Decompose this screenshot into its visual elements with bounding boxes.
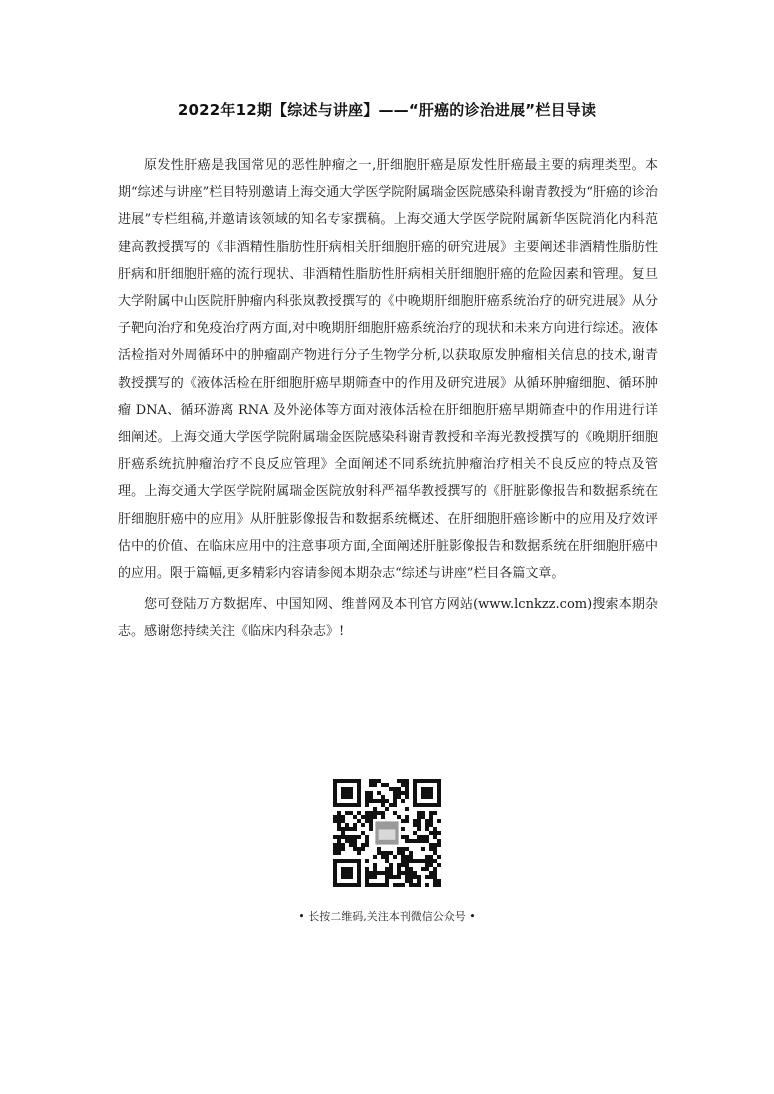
qr-module (361, 823, 365, 827)
qr-module (429, 847, 433, 851)
qr-module (337, 815, 341, 819)
qr-module (433, 851, 437, 855)
qr-module (385, 851, 389, 855)
qr-module (365, 867, 369, 871)
qr-module (401, 779, 405, 783)
qr-module (381, 811, 385, 815)
qr-module (425, 823, 429, 827)
qr-module (405, 867, 409, 871)
qr-module (349, 835, 353, 839)
qr-module (401, 835, 405, 839)
qr-module (417, 875, 421, 879)
qr-module (421, 847, 425, 851)
qr-module (429, 843, 433, 847)
qr-module (385, 883, 389, 887)
qr-module (369, 883, 373, 887)
qr-module (385, 879, 389, 883)
qr-module (417, 879, 421, 883)
qr-module (365, 795, 369, 799)
qr-module (377, 847, 381, 851)
qr-module (337, 811, 341, 815)
qr-module (341, 815, 345, 819)
qr-module (373, 875, 377, 879)
qr-module (425, 883, 429, 887)
qr-module (337, 847, 341, 851)
qr-module (393, 803, 397, 807)
qr-module (429, 855, 433, 859)
qr-module (369, 819, 373, 823)
qr-module (333, 843, 337, 847)
qr-module (401, 871, 405, 875)
qr-module (425, 863, 429, 867)
qr-module (369, 799, 373, 803)
qr-module (401, 799, 405, 803)
qr-module (361, 831, 365, 835)
qr-module (433, 883, 437, 887)
qr-module (429, 859, 433, 863)
qr-module (385, 875, 389, 879)
qr-caption: • 长按二维码,关注本刊微信公众号 • (298, 910, 476, 923)
qr-module (357, 851, 361, 855)
qr-module (421, 859, 425, 863)
qr-module (333, 851, 337, 855)
qr-module (373, 863, 377, 867)
qr-module (341, 819, 345, 823)
qr-module (437, 883, 441, 887)
qr-module (369, 827, 373, 831)
qr-module (429, 875, 433, 879)
qr-module (389, 851, 393, 855)
qr-module (405, 815, 409, 819)
qr-module (377, 799, 381, 803)
qr-module (333, 819, 337, 823)
qr-module (369, 823, 373, 827)
qr-module (417, 823, 421, 827)
qr-module (413, 823, 417, 827)
qr-module (381, 795, 385, 799)
qr-module (425, 859, 429, 863)
qr-module (433, 811, 437, 815)
qr-module (373, 883, 377, 887)
qr-module (413, 859, 417, 863)
qr-module (405, 819, 409, 823)
qr-module (437, 855, 441, 859)
qr-module (393, 811, 397, 815)
qr-module (341, 835, 345, 839)
qr-module (401, 859, 405, 863)
qr-module (385, 867, 389, 871)
qr-module (337, 827, 341, 831)
qr-module (433, 843, 437, 847)
qr-module (405, 807, 409, 811)
qr-module (421, 811, 425, 815)
qr-module (381, 799, 385, 803)
qr-module (397, 851, 401, 855)
qr-module (409, 855, 413, 859)
qr-module (405, 779, 409, 783)
qr-module (349, 839, 353, 843)
qr-module (437, 863, 441, 867)
qr-module (389, 803, 393, 807)
qr-module (413, 883, 417, 887)
qr-module (409, 879, 413, 883)
qr-module (433, 827, 437, 831)
qr-module (425, 819, 429, 823)
qr-module (409, 867, 413, 871)
qr-module (369, 871, 373, 875)
qr-module (381, 855, 385, 859)
qr-module (425, 835, 429, 839)
qr-module (337, 843, 341, 847)
qr-module (417, 819, 421, 823)
qr-module (413, 871, 417, 875)
qr-module (433, 879, 437, 883)
qr-module (405, 795, 409, 799)
qr-module (389, 871, 393, 875)
qr-module (405, 839, 409, 843)
qr-module (429, 811, 433, 815)
qr-module (401, 847, 405, 851)
qr-module (341, 843, 345, 847)
qr-module (381, 815, 385, 819)
qr-module (369, 783, 373, 787)
qr-module (357, 819, 361, 823)
qr-module (433, 867, 437, 871)
qr-module (405, 871, 409, 875)
qr-module (393, 795, 397, 799)
qr-module (373, 799, 377, 803)
qr-module (417, 839, 421, 843)
qr-module (405, 791, 409, 795)
qr-module (345, 823, 349, 827)
qr-module (373, 871, 377, 875)
qr-module (345, 811, 349, 815)
qr-module (361, 815, 365, 819)
qr-module (381, 883, 385, 887)
qr-module (425, 839, 429, 843)
qr-module (417, 883, 421, 887)
qr-module (373, 807, 377, 811)
qr-module (337, 819, 341, 823)
qr-module (425, 867, 429, 871)
qr-module (365, 879, 369, 883)
qr-module (381, 851, 385, 855)
qr-finder-inner (341, 867, 353, 879)
qr-module (397, 779, 401, 783)
qr-module (333, 835, 337, 839)
qr-module (429, 823, 433, 827)
qr-module (365, 843, 369, 847)
qr-module (417, 827, 421, 831)
qr-module (433, 875, 437, 879)
qr-module (381, 803, 385, 807)
qr-module (349, 811, 353, 815)
qr-module (353, 847, 357, 851)
qr-module (385, 855, 389, 859)
qr-module (401, 827, 405, 831)
qr-module (409, 875, 413, 879)
qr-module (413, 875, 417, 879)
qr-module (393, 855, 397, 859)
qr-module (385, 807, 389, 811)
qr-module (385, 783, 389, 787)
qr-module (377, 871, 381, 875)
qr-module (433, 847, 437, 851)
qr-module (365, 791, 369, 795)
qr-module (417, 811, 421, 815)
qr-module (409, 883, 413, 887)
qr-module (365, 871, 369, 875)
qr-module (433, 871, 437, 875)
qr-module (413, 819, 417, 823)
qr-module (341, 827, 345, 831)
qr-module (437, 879, 441, 883)
qr-module (369, 875, 373, 879)
qr-module (401, 819, 405, 823)
qr-module (413, 831, 417, 835)
qr-module (405, 783, 409, 787)
qr-module (345, 835, 349, 839)
qr-module (369, 811, 373, 815)
qr-module (421, 867, 425, 871)
qr-module (433, 859, 437, 863)
qr-module (345, 839, 349, 843)
qr-module (417, 835, 421, 839)
qr-module (337, 851, 341, 855)
qr-module (365, 799, 369, 803)
qr-module (361, 847, 365, 851)
qr-module (385, 859, 389, 863)
qr-module (373, 867, 377, 871)
qr-module (389, 863, 393, 867)
qr-module (429, 815, 433, 819)
qr-module (337, 839, 341, 843)
qr-module (425, 875, 429, 879)
qr-module (405, 835, 409, 839)
qr-module (377, 791, 381, 795)
qr-module (413, 839, 417, 843)
qr-module (385, 799, 389, 803)
qr-module (365, 883, 369, 887)
qr-module (389, 787, 393, 791)
qr-module (345, 827, 349, 831)
qr-module (397, 871, 401, 875)
qr-module (409, 871, 413, 875)
qr-module (353, 815, 357, 819)
qr-module (377, 883, 381, 887)
article-title: 2022年12期【综述与讲座】——“肝癌的诊治进展”栏目导读 (177, 101, 597, 119)
qr-module (425, 827, 429, 831)
qr-module (393, 799, 397, 803)
qr-module (417, 859, 421, 863)
qr-module (357, 847, 361, 851)
qr-module (405, 855, 409, 859)
qr-module (349, 843, 353, 847)
qr-finder-inner (421, 787, 433, 799)
qr-module (397, 875, 401, 879)
qr-module (369, 779, 373, 783)
qr-module (405, 879, 409, 883)
qr-module (437, 819, 441, 823)
qr-module (401, 851, 405, 855)
qr-module (353, 835, 357, 839)
qr-module (353, 823, 357, 827)
qr-module (397, 867, 401, 871)
qr-module (409, 839, 413, 843)
qr-module (433, 835, 437, 839)
qr-module (369, 795, 373, 799)
qr-module (421, 815, 425, 819)
qr-module (401, 791, 405, 795)
qr-module (365, 803, 369, 807)
qr-module (365, 811, 369, 815)
qr-module (421, 839, 425, 843)
qr-module (389, 867, 393, 871)
qr-module (397, 847, 401, 851)
qr-module (353, 839, 357, 843)
qr-module (337, 835, 341, 839)
qr-module (341, 831, 345, 835)
qr-module (393, 875, 397, 879)
qr-module (405, 859, 409, 863)
qr-module (425, 855, 429, 859)
qr-module (365, 875, 369, 879)
paragraph-intro: 原发性肝癌是我国常见的恶性肿瘤之一,肝细胞肝癌是原发性肝癌最主要的病理类型。本期“综述与讲座”栏目特别邀请上海交通大学医学院附属瑞金医院感染科谢青教授为“肝癌的诊治进展”专栏组稿,并邀请该领域的知名专家撰稿。上海交通大学医学院附属新华医院消化内科范建高教授撰写的《非酒精性脂肪性肝病相关肝细胞肝癌的研究进展》主要阐述非酒精性脂肪性肝病和肝细胞肝癌的流行现状、非酒精性脂肪性肝病相关肝细胞肝癌的危险因素和管理。复旦大学附属中山医院肝肿瘤内科张岚教授撰写的《中晚期肝细胞肝癌系统治疗的研究进展》从分子靶向治疗和免疫治疗两方面,对中晚期肝细胞肝癌系统治疗的现状和未来方向进行综述。液体活检指对外周循环中的肿瘤副产物进行分子生物学分析,以获取原发肿瘤相关信息的技术,谢青教授撰写的《液体活检在肝细胞肝癌早期筛查中的作用及研究进展》从循环肿瘤细胞、循环肿瘤 DNA、循环游离 RNA 及外泌体等方面对液体活检在肝细胞肝癌早期筛查中的作用进行详细阐述。上海交通大学医学院附属瑞金医院感染科谢青教授和辛海光教授撰写的《晚期肝细胞肝癌系统抗肿瘤治疗不良反应管理》全面阐述不同系统抗肿瘤治疗相关不良反应的特点及管理。上海交通大学医学院附属瑞金医院放射科严福华教授撰写的《肝脏影像报告和数据系统在肝细胞肝癌中的应用》从肝脏影像报告和数据系统概述、在肝细胞肝癌诊断中的应用及疗效评估中的价值、在临床应用中的注意事项方面,全面阐述肝脏影像报告和数据系统在肝细胞肝癌中的应用。限于篇幅,更多精彩内容请参阅本期杂志“综述与讲座”栏目各篇文章。 (118, 158, 658, 582)
qr-module (409, 851, 413, 855)
qr-module (409, 859, 413, 863)
qr-finder-inner (341, 787, 353, 799)
qr-module (429, 871, 433, 875)
qr-module (365, 835, 369, 839)
qr-module (429, 819, 433, 823)
qr-module (365, 839, 369, 843)
qr-module (397, 815, 401, 819)
qr-logo-detail (379, 829, 396, 839)
qr-module (397, 795, 401, 799)
qr-module (401, 863, 405, 867)
qr-module (341, 847, 345, 851)
qr-module (369, 791, 373, 795)
qr-module (393, 787, 397, 791)
qr-module (417, 815, 421, 819)
qr-module (397, 787, 401, 791)
qr-module (365, 859, 369, 863)
qr-module (429, 863, 433, 867)
qr-module (365, 815, 369, 819)
qr-module (349, 827, 353, 831)
qr-module (333, 847, 337, 851)
qr-module (405, 847, 409, 851)
qr-module (373, 815, 377, 819)
qr-module (373, 779, 377, 783)
qr-module (397, 863, 401, 867)
article-body (118, 152, 658, 646)
qr-module (397, 791, 401, 795)
qr-module (357, 811, 361, 815)
qr-module (377, 811, 381, 815)
qr-module (357, 835, 361, 839)
qr-code-icon[interactable] (333, 779, 441, 887)
qr-module (381, 783, 385, 787)
qr-module (437, 831, 441, 835)
qr-module (405, 863, 409, 867)
qr-module (437, 843, 441, 847)
qr-module (373, 855, 377, 859)
qr-module (365, 819, 369, 823)
qr-module (401, 855, 405, 859)
qr-module (401, 783, 405, 787)
qr-module (421, 835, 425, 839)
qr-module (381, 871, 385, 875)
qr-module (389, 875, 393, 879)
qr-module (353, 843, 357, 847)
qr-module (373, 783, 377, 787)
qr-module (377, 779, 381, 783)
paragraph-access-info: 您可登陆万方数据库、中国知网、维普网及本刊官方网站(www.lcnkzz.com)搜索本期杂志。感谢您持续关注《临床内科杂志》! (118, 597, 658, 640)
qr-module (433, 831, 437, 835)
qr-module (437, 839, 441, 843)
qr-module (353, 827, 357, 831)
qr-module (393, 791, 397, 795)
qr-module (397, 883, 401, 887)
qr-module (361, 843, 365, 847)
qr-module (405, 787, 409, 791)
qr-module (429, 831, 433, 835)
qr-module (405, 875, 409, 879)
qr-module (401, 883, 405, 887)
qr-module (393, 883, 397, 887)
qr-code-graphic (333, 779, 441, 887)
qr-module (337, 823, 341, 827)
qr-module (333, 815, 337, 819)
qr-module (373, 811, 377, 815)
qr-module (385, 871, 389, 875)
qr-module (377, 851, 381, 855)
qr-module (369, 815, 373, 819)
